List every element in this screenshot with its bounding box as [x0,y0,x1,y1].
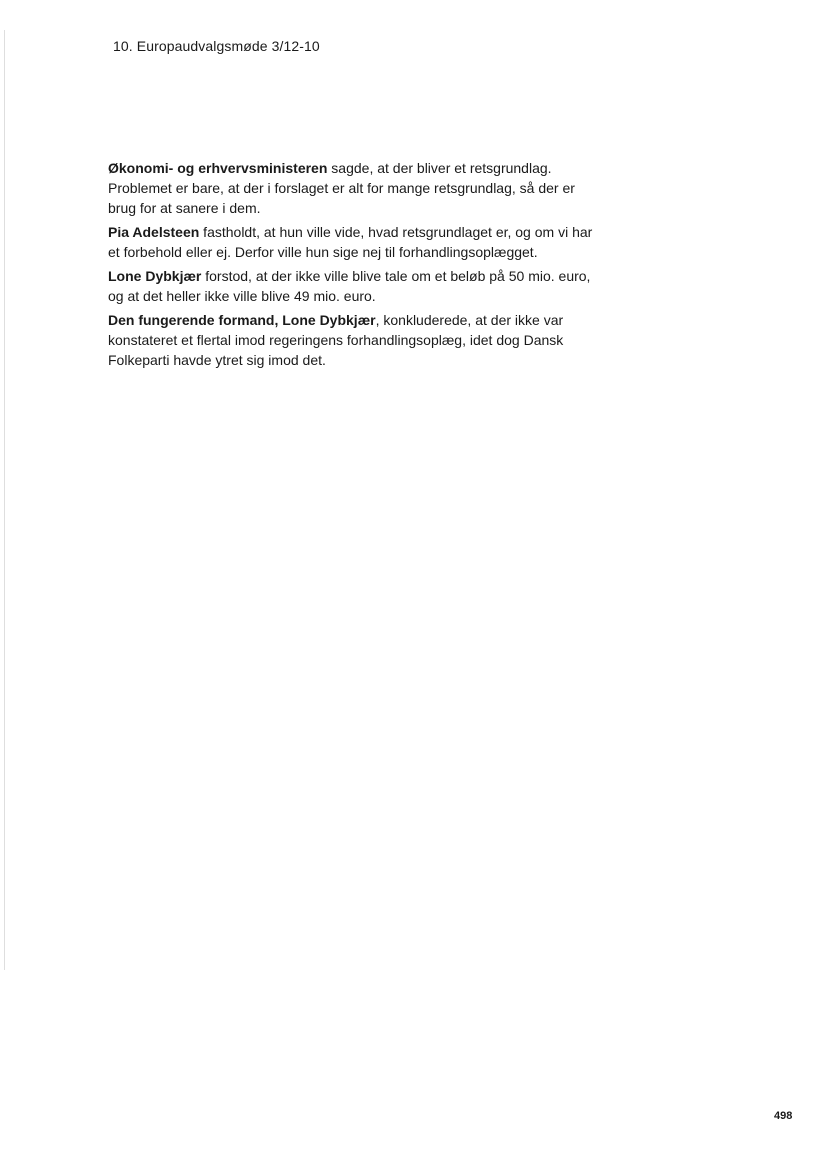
paragraph-text: fastholdt, at hun ville vide, hvad retsgrundlaget er, og om vi har et forbehold eller ej. Derfor ville hun sige nej til forhandlingsoplægget. [108,224,593,260]
paragraph-pia-adelsteen [108,222,600,262]
speaker-name: Økonomi- og erhvervsministeren [108,160,328,176]
paragraph-minister [108,158,600,218]
paragraph-text: , konkluderede, at der ikke var konstateret et flertal imod regeringens forhandlingsoplæg, idet dog Dansk Folkeparti havde ytret sig imod det. [108,312,564,368]
speaker-name: Pia Adelsteen [108,224,200,240]
speaker-name: Den fungerende formand, Lone Dybkjær [108,312,376,328]
paragraph-text: forstod, at der ikke ville blive tale om et beløb på 50 mio. euro, og at det heller ikke ville blive 49 mio. euro. [108,268,591,304]
scan-edge-line [4,30,5,970]
paragraph-lone-dybkjaer [108,266,600,306]
paragraph-text: sagde, at der bliver et retsgrundlag. Problemet er bare, at der i forslaget er alt for mange retsgrundlag, så der er brug for at sanere i dem. [108,160,575,216]
speaker-name: Lone Dybkjær [108,268,202,284]
page-number: 498 [774,1110,793,1122]
paragraph-chair-conclusion [108,310,600,370]
minutes-body [108,158,600,374]
page-header: 10. Europaudvalgsmøde 3/12-10 [113,38,320,54]
